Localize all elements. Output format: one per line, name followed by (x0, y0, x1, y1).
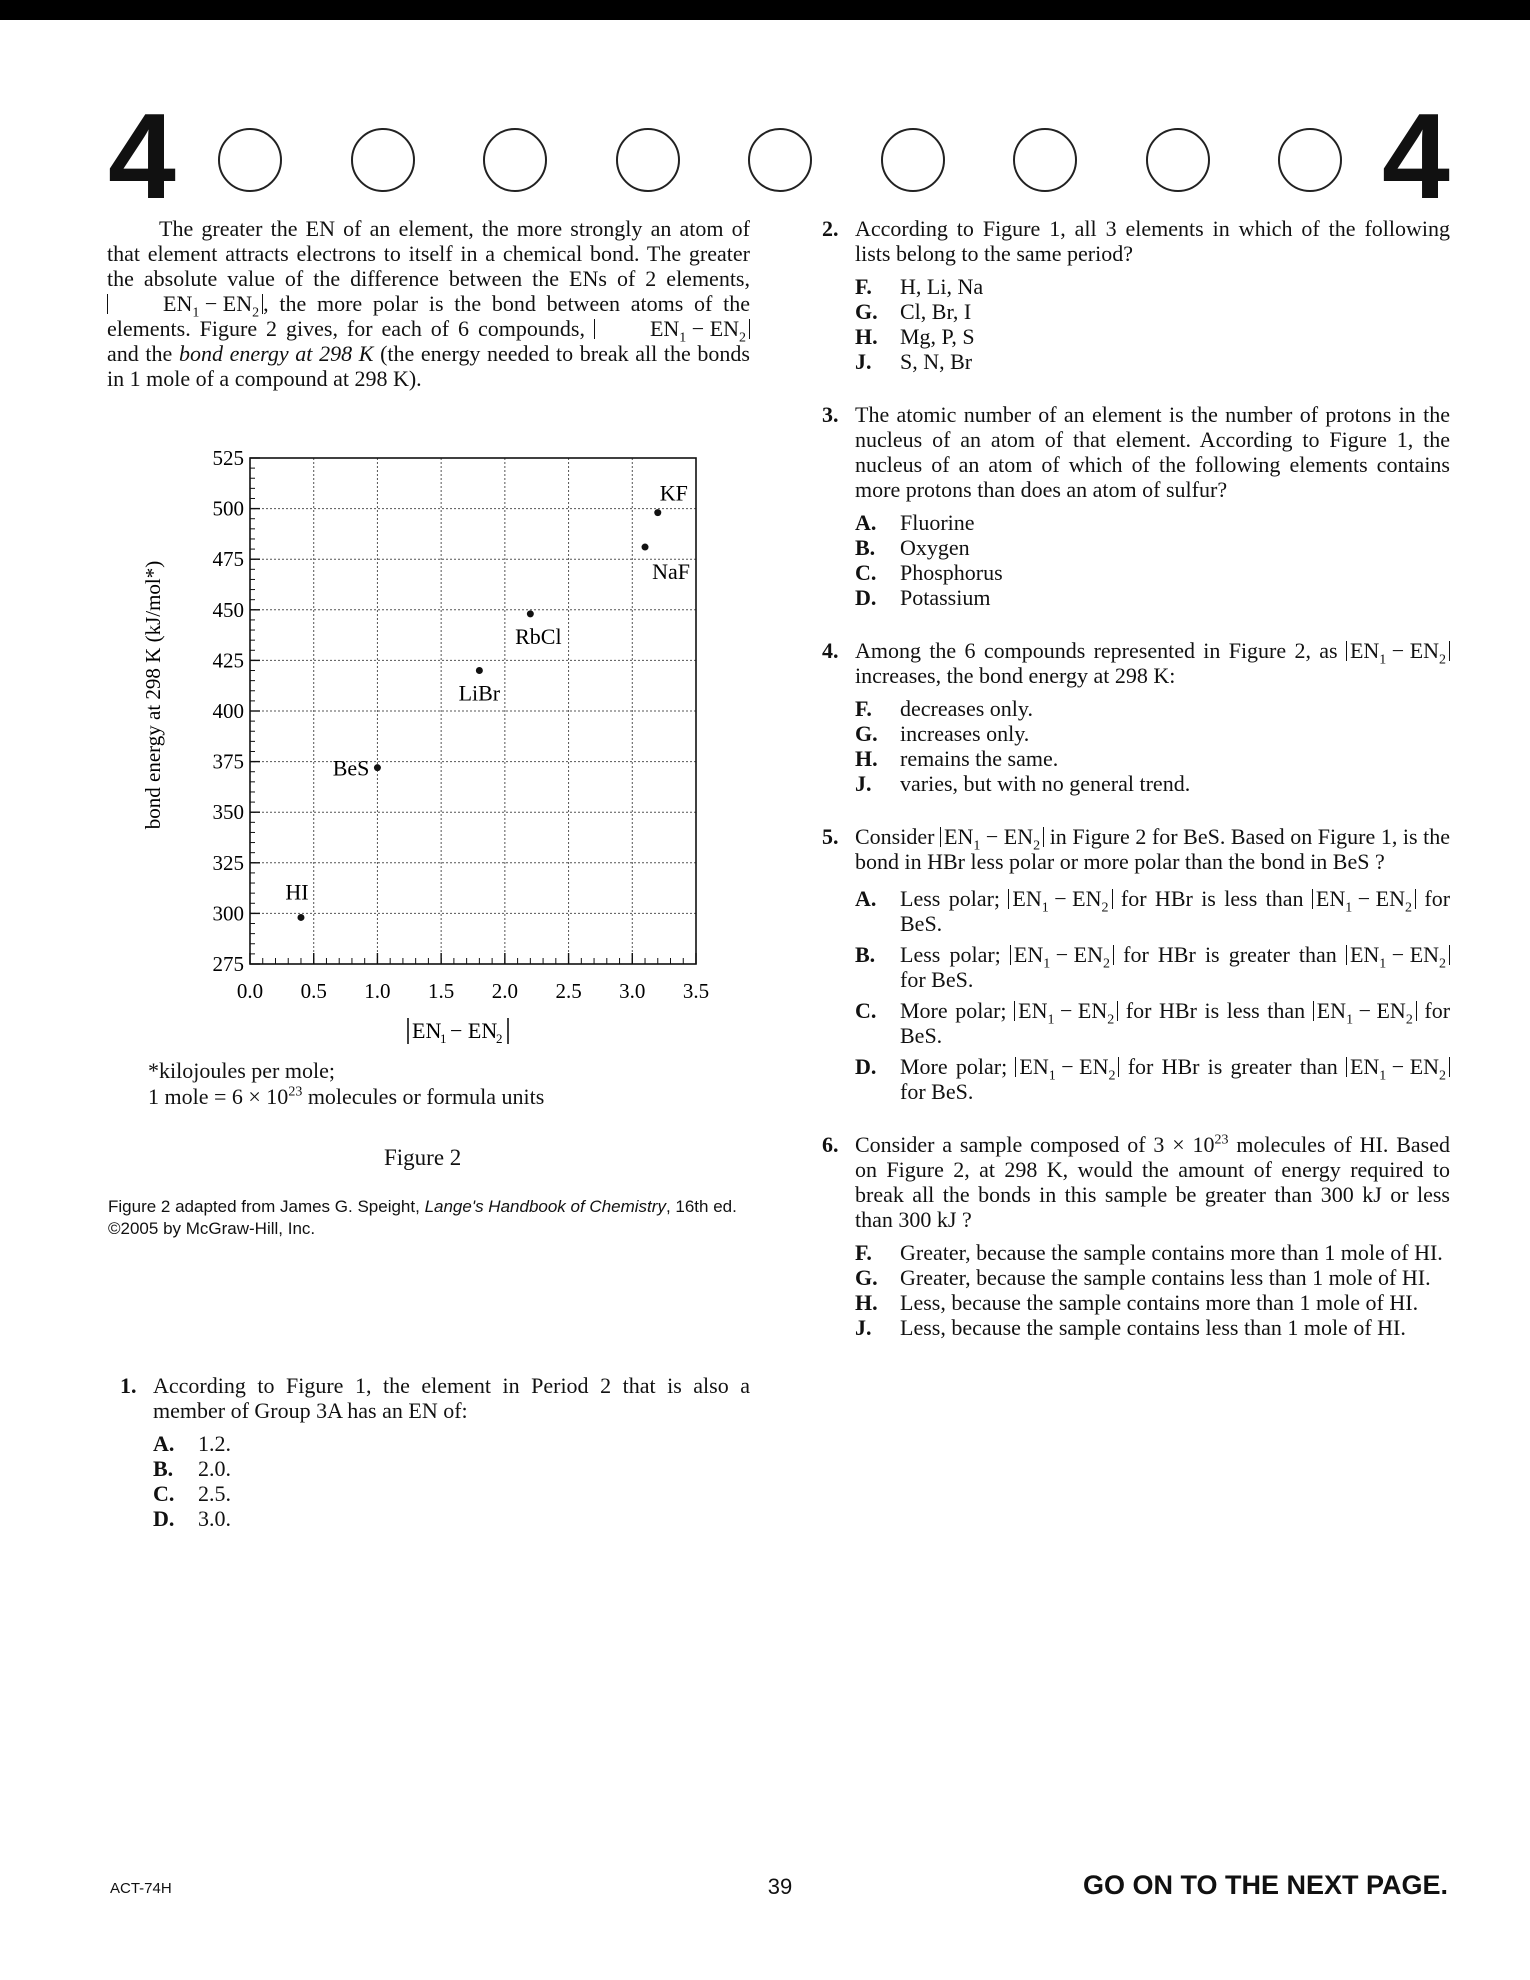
intro-text-2: , the more polar is the bond between atoms of the elements. Figure 2 gives, for each of 6 compounds, (107, 291, 750, 341)
intro-text-1: The greater the EN of an element, the more strongly an atom of that element attracts electrons to itself in a chemical bond. The greater the absolute value of the difference between the ENs of 2 elements, (107, 216, 750, 291)
data-point-libr (476, 667, 483, 674)
figure-note-2: 1 mole = $6 \times 10^{23}$ molecules or formula units (148, 1084, 545, 1109)
option-6f[interactable]: F. Greater, because the sample contains more than 1 mole of HI. (855, 1240, 1443, 1265)
point-label-kf: KF (659, 480, 688, 506)
data-point-rbcl (527, 610, 534, 617)
header-circle (748, 128, 812, 192)
figure-credit: Figure 2 adapted from James G. Speight, Lange's Handbook of Chemistry, 16th ed. ©2005 by McGraw-Hill, Inc. (108, 1197, 737, 1238)
header-circle (351, 128, 415, 192)
option-5b[interactable]: B. Less polar; $EN_1 - EN_2$ for HBr is greater than $EN_1 - EN_2$ for BeS. (855, 942, 1450, 992)
chart-x-tick-label: 0.0 (236, 979, 264, 1003)
chart-y-tick-label: 300 (212, 901, 244, 926)
question-3-text: The atomic number of an element is the number of protons in the nucleus of an atom of that element. According to Figure 1, the nucleus of an atom of which of the following elements contains more protons than does an atom of sulfur? (855, 402, 1450, 502)
chart-y-tick-label: 350 (212, 800, 244, 825)
option-2f[interactable]: F. H, Li, Na (855, 274, 984, 299)
data-point-bes (374, 764, 381, 771)
chart-y-tick-label: 450 (212, 597, 244, 622)
option-5d[interactable]: D. More polar; $EN_1 - EN_2$ for HBr is greater than $EN_1 - EN_2$ for BeS. (855, 1054, 1450, 1104)
question-1: 1. According to Figure 1, the element in Period 2 that is also a member of Group 3A has an EN of: A. 1.2. B. 2.0. C. 2.5. D. 3.0. (120, 1373, 750, 1531)
intro-paragraph (107, 216, 750, 391)
intro-text-4: (the energy needed to break all the bonds in 1 mole of a compound at 298 K). (107, 341, 750, 391)
chart-y-axis-label: bond energy at 298 K (kJ/mol*) (141, 560, 165, 830)
figure-title: Figure 2 (384, 1145, 462, 1170)
option-5c[interactable]: C. More polar; $EN_1 - EN_2$ for HBr is less than $EN_1 - EN_2$ for BeS. (855, 998, 1451, 1048)
header-circle (881, 128, 945, 192)
svg-text:2: 2 (496, 1031, 503, 1046)
section-number-left: 4 (108, 88, 176, 224)
chart-x-tick-label: 2.0 (491, 979, 518, 1003)
figure-note-1: *kilojoules per mole; (148, 1058, 335, 1083)
chart-y-tick-label: 500 (212, 496, 244, 521)
intro-text-3: and the (107, 341, 173, 366)
chart-frame (250, 458, 696, 964)
header-circle (1013, 128, 1077, 192)
option-6h[interactable]: H. Less, because the sample contains more than 1 mole of HI. (855, 1290, 1419, 1315)
chart-y-tick-label: 475 (212, 547, 244, 572)
chart-x-tick-label: 3.5 (682, 979, 710, 1003)
option-4g[interactable]: G. increases only. (855, 721, 1030, 746)
question-1-text: According to Figure 1, the element in Period 2 that is also a member of Group 3A has an EN of: (153, 1373, 750, 1423)
right-column (822, 216, 1451, 1368)
page-number: 39 (767, 1874, 793, 1899)
option-2g[interactable]: G. Cl, Br, I (855, 299, 972, 324)
chart-y-tick-label: 425 (212, 648, 244, 673)
option-1d[interactable]: D. 3.0. (153, 1506, 231, 1531)
header-circle (483, 128, 547, 192)
option-6j[interactable]: J. Less, because the sample contains less than 1 mole of HI. (855, 1315, 1406, 1340)
next-page-notice: GO ON TO THE NEXT PAGE. (1082, 1870, 1448, 1900)
option-6g[interactable]: G. Greater, because the sample contains less than 1 mole of HI. (855, 1265, 1431, 1290)
figure-note (148, 1058, 544, 1110)
point-label-naf: NaF (652, 559, 690, 585)
chart-x-tick-label: 1.5 (428, 979, 455, 1003)
option-4j[interactable]: J. varies, but with no general trend. (855, 771, 1191, 796)
footer-code: ACT-74H (110, 1880, 172, 1897)
option-4f[interactable]: F. decreases only. (855, 696, 1033, 721)
question-6-text: Consider a sample composed of $3 \times 10^{23}$ molecules of HI. Based on Figure 2, at 298 K, would the amount of energy required to break all the bonds in this sample be greater than 300 kJ or less than 300 kJ ? (855, 1132, 1450, 1232)
question-2-text: According to Figure 1, all 3 elements in which of the following lists belong to the same period? (855, 216, 1450, 266)
option-3c[interactable]: C. Phosphorus (855, 560, 1003, 585)
chart-x-axis-label (408, 1018, 508, 1046)
option-2j[interactable]: J. S, N, Br (855, 349, 973, 374)
data-point-hi (297, 914, 304, 921)
option-3d[interactable]: D. Potassium (855, 585, 991, 610)
chart-y-tick-label: 525 (212, 446, 244, 470)
chart-x-tick-label: 2.5 (555, 979, 582, 1003)
question-4: 4. Among the 6 compounds represented in Figure 2, as $EN_1 - EN_2$ increases, the bond energy at 298 K: F. decreases only. G. increases only. H. remains the same. J. varies, but with no general trend. (855, 638, 1450, 796)
abs-en-diff: $EN_1 - EN_2$ (107, 294, 263, 314)
svg-text:− EN: − EN (450, 1018, 498, 1043)
option-1a[interactable]: A. 1.2. (153, 1431, 231, 1456)
option-1b[interactable]: B. 2.0. (153, 1456, 231, 1481)
section-number-right: 4 (1382, 88, 1450, 224)
point-label-hi: HI (285, 879, 309, 905)
question-5: 5. Consider $EN_1 - EN_2$ in Figure 2 for BeS. Based on Figure 1, is the bond in HBr less polar or more polar than the bond in BeS ? A. Less polar; $EN_1 - EN_2$ for HBr is less than $EN_1 - EN_2$ for BeS. B. Less polar; $EN_1 - EN_2$ for HBr is greater than $EN_1 - EN_2$ for BeS. C. More polar; $EN_1 - EN_2$ for HBr is less than $EN_1 - EN_2$ for BeS. D. More polar; $EN_1 - EN_2$ for HBr is greater than $EN_1 - EN_2$ for BeS. (822, 824, 1451, 1104)
chart-y-tick-label: 325 (212, 850, 244, 875)
question-3: 3. The atomic number of an element is the number of protons in the nucleus of an atom of that element. According to Figure 1, the nucleus of an atom of which of the following elements contains more protons than does an atom of sulfur? A. Fluorine B. Oxygen C. Phosphorus D. Potassium (822, 402, 1450, 610)
chart-x-tick-label: 1.0 (364, 979, 391, 1003)
option-1c[interactable]: C. 2.5. (153, 1481, 231, 1506)
point-label-rbcl: RbCl (515, 623, 562, 649)
question-6: 6. Consider a sample composed of $3 \times 10^{23}$ molecules of HI. Based on Figure 2, at 298 K, would the amount of energy required to break all the bonds in this sample be greater than 300 kJ or less than 300 kJ ? F. Greater, because the sample contains more than 1 mole of HI. G. Greater, because the sample contains less than 1 mole of HI. H. Less, because the sample contains more than 1 mole of HI. J. Less, because the sample contains less than 1 mole of HI. (822, 1132, 1450, 1340)
chart-y-tick-label: 375 (212, 749, 244, 774)
intro-italic: bond energy at 298 K (178, 341, 374, 366)
point-label-libr: LiBr (458, 680, 501, 706)
chart-y-tick-label: 275 (212, 952, 244, 976)
chart-y-tick-label: 400 (212, 699, 244, 723)
option-5a[interactable]: A. Less polar; $EN_1 - EN_2$ for HBr is less than $EN_1 - EN_2$ for BeS. (855, 886, 1451, 936)
data-point-kf (654, 509, 661, 516)
abs-en-diff: $EN_1 - EN_2$ (594, 319, 750, 339)
question-4-text: Among the 6 compounds represented in Figure 2, as $EN_1 - EN_2$ increases, the bond energy at 298 K: (855, 638, 1450, 688)
svg-text:1: 1 (440, 1031, 447, 1046)
option-3a[interactable]: A. Fluorine (855, 510, 975, 535)
scan-top-bar (0, 0, 1530, 20)
option-3b[interactable]: B. Oxygen (855, 535, 970, 560)
question-2: 2. According to Figure 1, all 3 elements in which of the following lists belong to the same period? F. H, Li, Na G. Cl, Br, I H. Mg, P, S J. S, N, Br (822, 216, 1450, 374)
point-label-bes: BeS (332, 755, 370, 781)
data-point-naf (642, 544, 649, 551)
svg-text:EN: EN (412, 1018, 442, 1043)
header-circle (218, 128, 282, 192)
option-4h[interactable]: H. remains the same. (855, 746, 1059, 771)
chart-x-tick-label: 3.0 (619, 979, 646, 1003)
figure-2-chart (130, 440, 730, 1060)
chart-x-tick-label: 0.5 (300, 979, 327, 1003)
question-5-text: Consider $EN_1 - EN_2$ in Figure 2 for BeS. Based on Figure 1, is the bond in HBr less polar or more polar than the bond in BeS ? (855, 824, 1451, 874)
header-circle (1146, 128, 1210, 192)
header-circle (1278, 128, 1342, 192)
option-2h[interactable]: H. Mg, P, S (855, 324, 975, 349)
header-circle (616, 128, 680, 192)
